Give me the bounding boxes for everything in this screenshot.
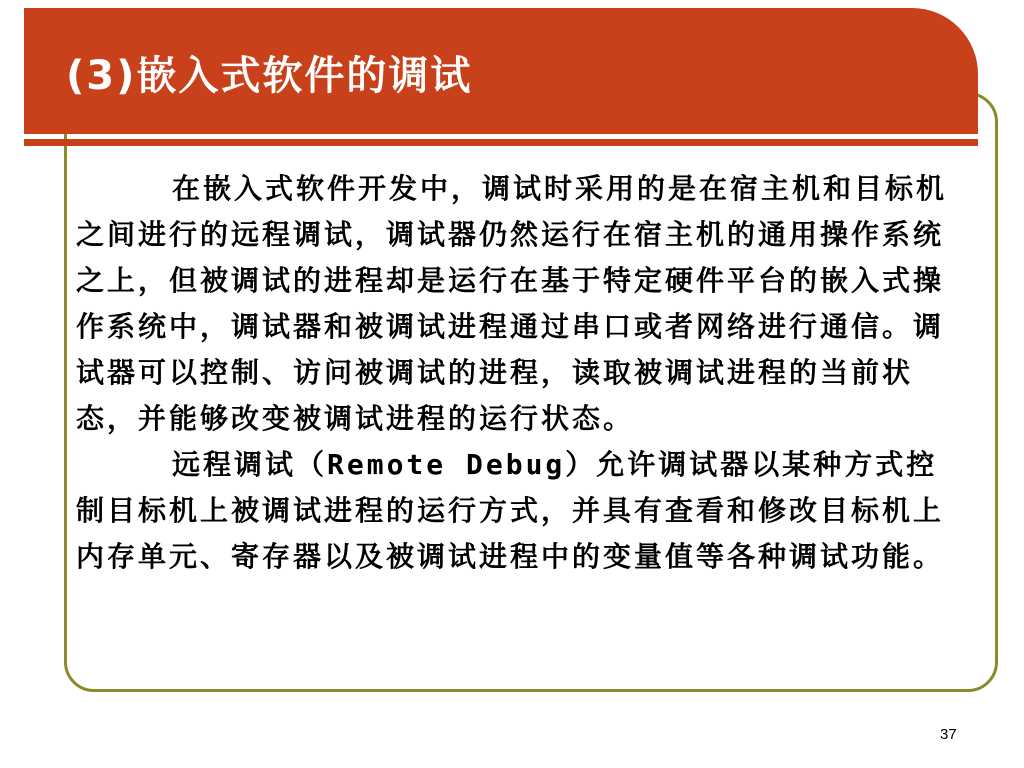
title-underline (24, 139, 978, 146)
paragraph-2: 远程调试（Remote Debug）允许调试器以某种方式控制目标机上被调试进程的运行方式，并具有查看和修改目标机上内存单元、寄存器以及被调试进程中的变量值等各种调试功能。 (76, 448, 945, 573)
slide-title: (3)嵌入式软件的调试 (66, 53, 473, 99)
title-bar (24, 8, 978, 134)
page-number: 37 (940, 726, 957, 743)
paragraph-1: 在嵌入式软件开发中，调试时采用的是在宿主机和目标机之间进行的远程调试，调试器仍然运行在宿主机的通用操作系统之上，但被调试的进程却是运行在基于特定硬件平台的嵌入式操作系统中，调试器和被调试进程通过串口或者网络进行通信。调试器可以控制、访问被调试的进程，读取被调试进程的当前状态，并能够改变被调试进程的运行状态。 (76, 172, 948, 435)
slide-body (76, 166, 956, 580)
